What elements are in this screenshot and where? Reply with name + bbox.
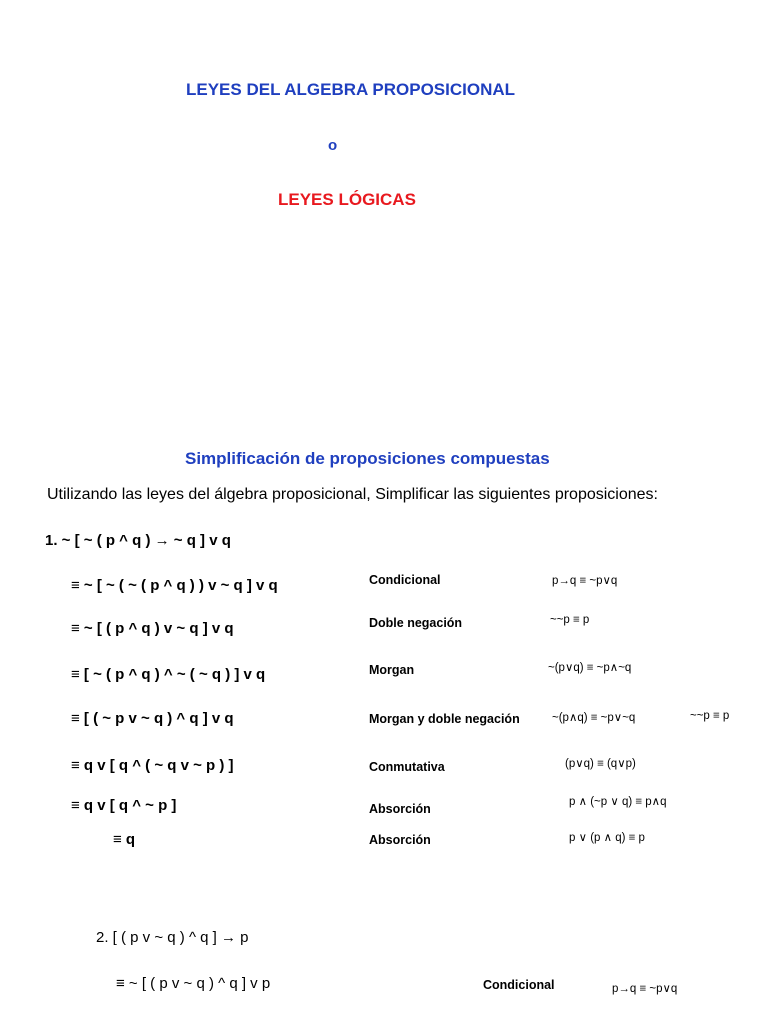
instructions-text: Utilizando las leyes del álgebra proposicional, Simplificar las siguientes proposiciones:	[47, 486, 658, 503]
exercise-1-step-1-law: Condicional	[369, 573, 441, 587]
exercise-1-step-2-expression: ≡ ~ [ ( p ^ q ) v ~ q ] v q	[71, 620, 234, 637]
exercise-1-step-3-law: Morgan	[369, 663, 415, 677]
exercise-2-step-1-law: Condicional	[483, 978, 555, 992]
exercise-1-step-6-formula: p ∧ (~p ∨ q) ≡ p∧q	[569, 796, 667, 808]
exercise-1-step-7-expression: ≡ q	[113, 831, 136, 848]
document-subtitle: LEYES LÓGICAS	[278, 190, 416, 209]
document-title: LEYES DEL ALGEBRA PROPOSICIONAL	[186, 80, 516, 99]
exercise-1-step-4-formula-secondary: ~~p ≡ p	[690, 710, 730, 722]
exercise-1-step-7-formula: p ∨ (p ∧ q) ≡ p	[569, 832, 645, 844]
exercise-1-step-4-law: Morgan y doble negación	[369, 712, 520, 726]
exercise-1-step-2-law: Doble negación	[369, 616, 463, 630]
title-connector: o	[328, 137, 338, 154]
section-heading: Simplificación de proposiciones compuestas	[185, 449, 550, 468]
exercise-1-step-3-formula: ~(p∨q) ≡ ~p∧~q	[548, 662, 632, 674]
exercise-1-step-4-expression: ≡ [ ( ~ p v ~ q ) ^ q ] v q	[71, 710, 234, 727]
exercise-1-step-5-formula: (p∨q) ≡ (q∨p)	[565, 758, 636, 770]
exercise-2-statement: 2. [ ( p v ~ q ) ^ q ] → p	[96, 929, 249, 946]
exercise-1-step-5-law: Conmutativa	[369, 760, 445, 774]
exercise-1-step-5-expression: ≡ q v [ q ^ ( ~ q v ~ p ) ]	[71, 757, 234, 774]
exercise-1-step-7-law: Absorción	[369, 833, 431, 847]
exercise-1-step-1-expression: ≡ ~ [ ~ ( ~ ( p ^ q ) ) v ~ q ] v q	[71, 577, 278, 594]
exercise-1-step-1-formula: p→q ≡ ~p∨q	[552, 575, 618, 587]
exercise-1-statement: 1. ~ [ ~ ( p ^ q ) → ~ q ] v q	[45, 532, 231, 549]
exercise-1-step-2-formula: ~~p ≡ p	[550, 614, 590, 626]
exercise-1-step-6-expression: ≡ q v [ q ^ ~ p ]	[71, 797, 177, 814]
exercise-1-step-6-law: Absorción	[369, 802, 431, 816]
exercise-1-step-4-formula: ~(p∧q) ≡ ~p∨~q	[552, 712, 636, 724]
exercise-1-step-3-expression: ≡ [ ~ ( p ^ q ) ^ ~ ( ~ q ) ] v q	[71, 666, 266, 683]
exercise-2-step-1-formula: p→q ≡ ~p∨q	[612, 983, 678, 995]
exercise-2-step-1-expression: ≡ ~ [ ( p v ~ q ) ^ q ] v p	[116, 975, 271, 992]
